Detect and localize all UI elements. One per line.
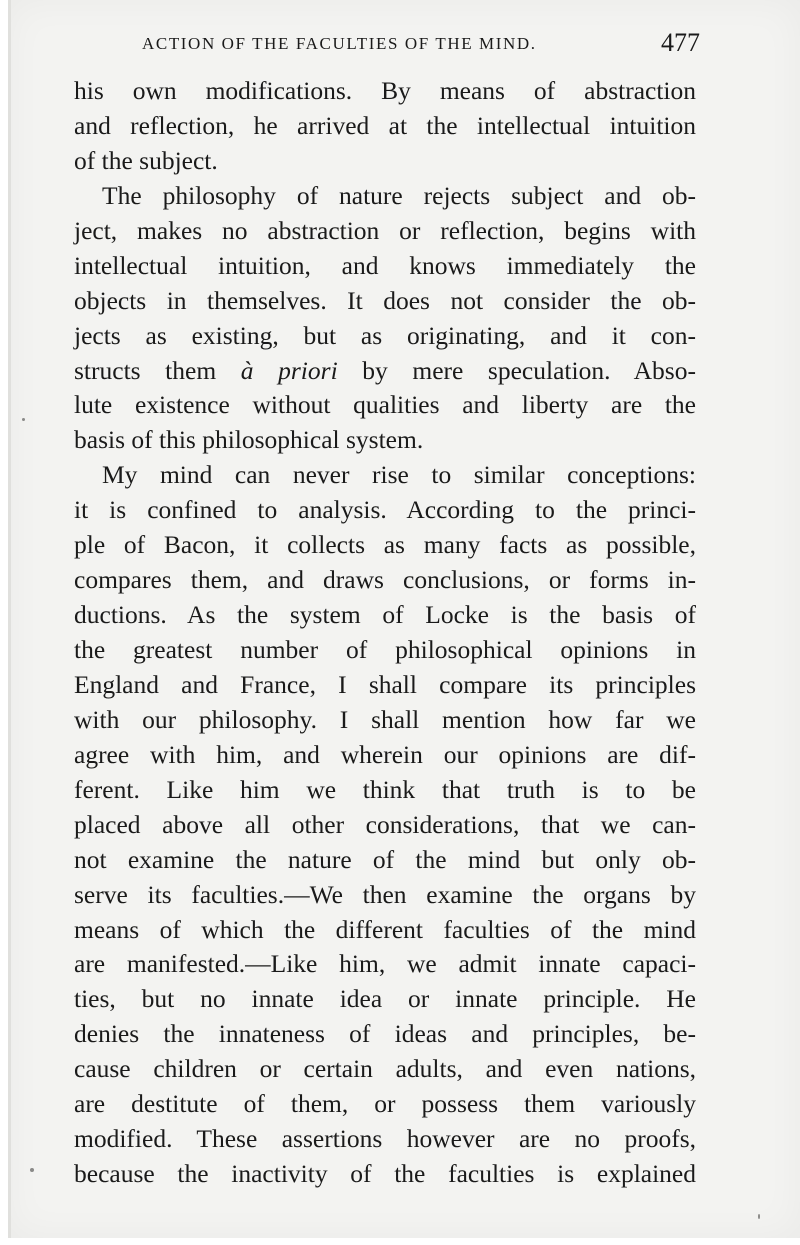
italic-phrase: à priori: [240, 355, 338, 385]
text-line-18: England and France, I shall compare its principles: [74, 669, 696, 699]
text-line-31: modified. These assertions however are no proofs,: [74, 1124, 696, 1154]
text-line-28: denies the innateness of ideas and principles, be-: [74, 1019, 696, 1049]
text-line-21: ferent. Like him we think that truth is to be: [74, 774, 696, 804]
text-line-4: The philosophy of nature rejects subject and ob-: [102, 180, 696, 210]
text-line-6: intellectual intuition, and knows immediately the: [74, 250, 696, 280]
text-line-26: are manifested.—Like him, we admit innate capaci-: [74, 949, 696, 979]
text-line-13: it is confined to analysis. According to the princi-: [74, 495, 696, 525]
text-line-25: means of which the different faculties of the mind: [74, 914, 696, 944]
body-text: [74, 74, 696, 1192]
paper-speck: [22, 418, 25, 421]
text-line-3: of the subject.: [74, 145, 218, 175]
text-line-8: jects as existing, but as originating, and it con-: [74, 320, 696, 350]
text-line-11: basis of this philosophical system.: [74, 425, 424, 455]
text-line-27: ties, but no innate idea or innate principle. He: [74, 984, 696, 1014]
page-bottom-margin: [0, 1238, 800, 1245]
text-line-7: objects in themselves. It does not consider the ob-: [74, 285, 696, 315]
page-left-edge: [8, 0, 11, 1238]
text-line-17: the greatest number of philosophical opinions in: [74, 635, 696, 664]
text-line-9-start: structs them: [74, 355, 241, 385]
text-line-9: [74, 354, 696, 389]
paper-speck: [30, 1168, 34, 1172]
page-header: [142, 30, 702, 60]
text-line-24: serve its faculties.—We then examine the organs by: [74, 879, 696, 909]
text-line-16: ductions. As the system of Locke is the basis of: [74, 600, 696, 630]
running-head: ACTION OF THE FACULTIES OF THE MIND.: [142, 34, 537, 53]
text-line-15: compares them, and draws conclusions, or forms in-: [74, 565, 696, 595]
text-line-22: placed above all other considerations, that we can-: [74, 809, 696, 839]
text-line-14: ple of Bacon, it collects as many facts as possible,: [74, 530, 696, 560]
text-line-29: cause children or certain adults, and even nations,: [74, 1054, 696, 1084]
text-line-10: lute existence without qualities and liberty are the: [74, 390, 696, 420]
text-line-1: his own modifications. By means of abstraction: [74, 76, 696, 105]
text-line-2: and reflection, he arrived at the intellectual intuition: [74, 110, 696, 140]
text-line-9-end: by mere speculation. Abso-: [337, 355, 696, 385]
text-line-19: with our philosophy. I shall mention how far we: [74, 704, 696, 734]
text-line-23: not examine the nature of the mind but only ob-: [74, 844, 696, 874]
paper-speck: [758, 1214, 760, 1219]
text-line-20: agree with him, and wherein our opinions are dif-: [74, 739, 696, 769]
text-line-5: ject, makes no abstraction or reflection, begins with: [74, 215, 696, 245]
page-number: 477: [661, 28, 700, 57]
text-line-30: are destitute of them, or possess them variously: [74, 1089, 696, 1119]
text-line-32: because the inactivity of the faculties is explained: [74, 1159, 696, 1189]
text-line-12: My mind can never rise to similar conceptions:: [102, 460, 696, 490]
